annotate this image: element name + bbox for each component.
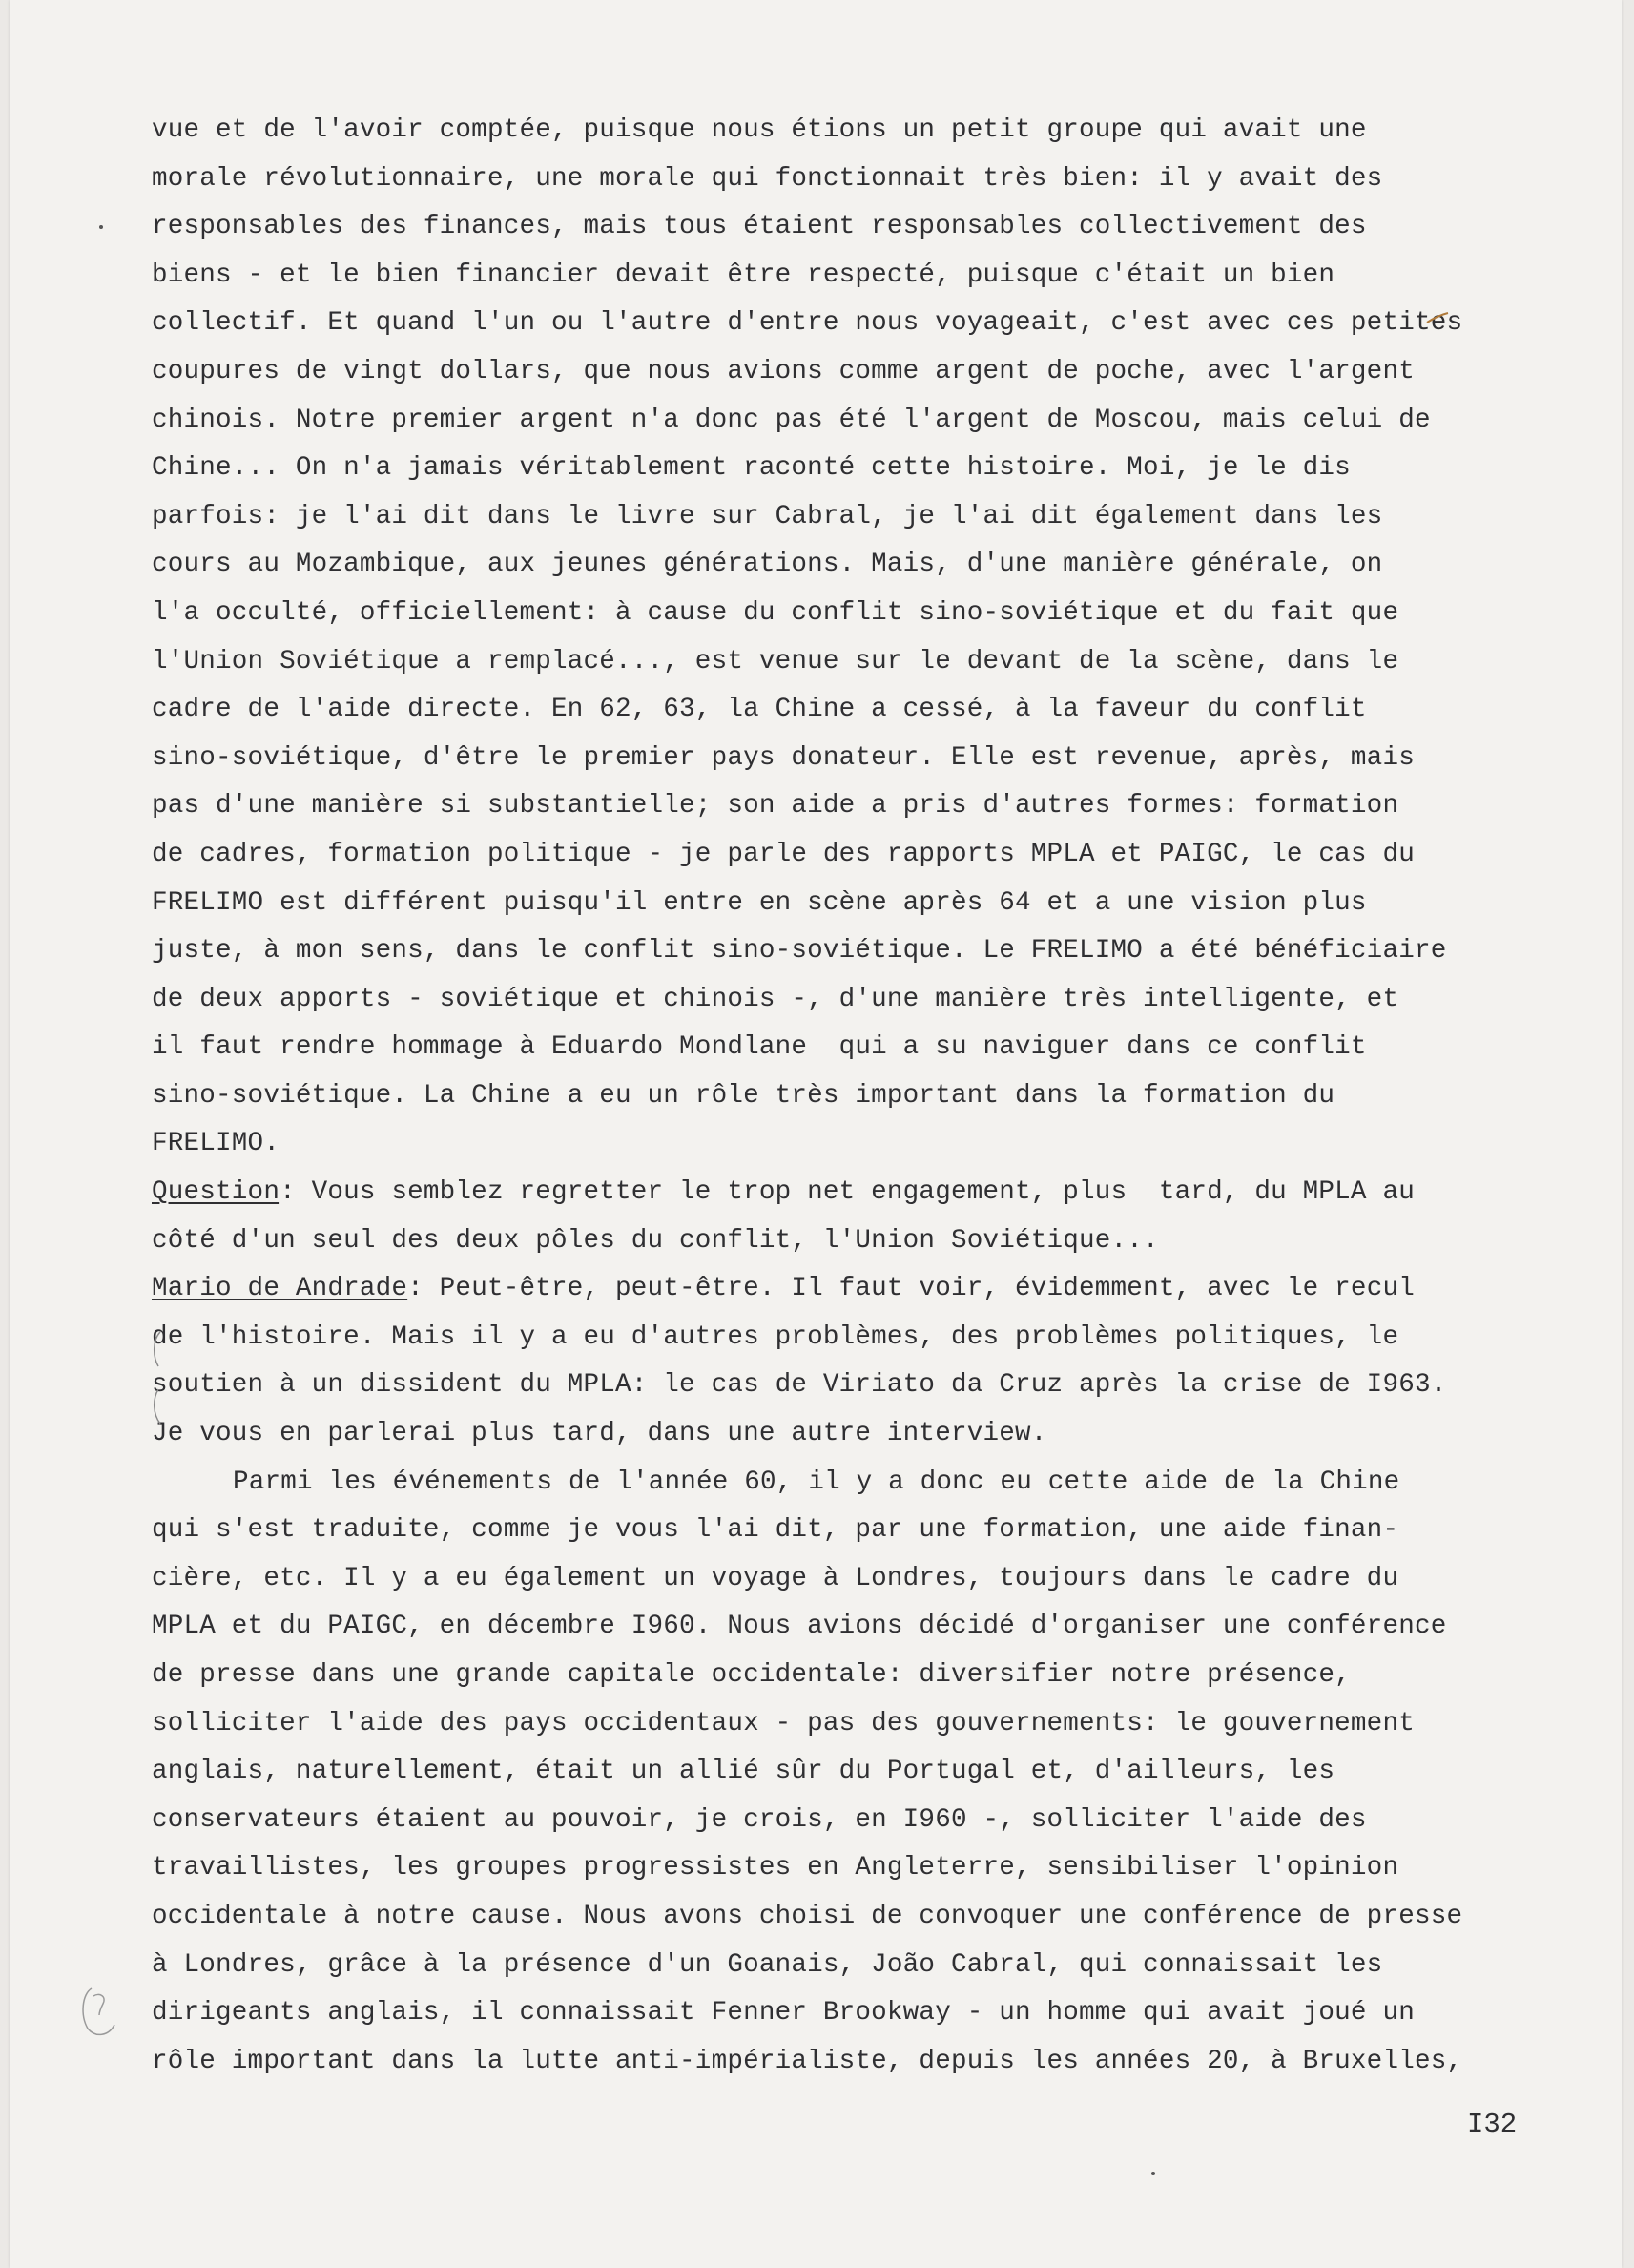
question-label: Question [152, 1177, 280, 1208]
answer-line: soutien à un dissident du MPLA: le cas de Viriato da Cruz après la crise de I963. [152, 1370, 1447, 1401]
text-line: FRELIMO est différent puisqu'il entre en scène après 64 et a une vision plus [152, 887, 1367, 918]
text-line: coupures de vingt dollars, que nous avions comme argent de poche, avec l'argent [152, 356, 1415, 386]
text-line: pas d'une manière si substantielle; son aide a pris d'autres formes: formation [152, 791, 1399, 822]
text-line: sino-soviétique. La Chine a eu un rôle très important dans la formation du [152, 1080, 1335, 1111]
ink-speck [99, 225, 103, 229]
text-line: cadre de l'aide directe. En 62, 63, la Chine a cessé, à la faveur du conflit [152, 695, 1367, 725]
pencil-tick-mark [1425, 311, 1450, 324]
text-line: rôle important dans la lutte anti-impérialiste, depuis les années 20, à Bruxelles, [152, 2046, 1463, 2076]
answer-text: : Peut-être, peut-être. Il faut voir, évidemment, avec le recul [407, 1274, 1415, 1304]
text-line: l'a occulté, officiellement: à cause du conflit sino-soviétique et du fait que [152, 597, 1399, 628]
text-line: de cadres, formation politique - je parle des rapports MPLA et PAIGC, le cas du [152, 839, 1415, 869]
text-line: sino-soviétique, d'être le premier pays donateur. Elle est revenue, après, mais [152, 742, 1415, 773]
text-line: FRELIMO. [152, 1129, 280, 1159]
text-line: conservateurs étaient au pouvoir, je crois, en I960 -, solliciter l'aide des [152, 1804, 1367, 1835]
text-line: occidentale à notre cause. Nous avons choisi de convoquer une conférence de presse [152, 1901, 1463, 1931]
answer-speaker-label: Mario de Andrade [152, 1274, 408, 1304]
paragraph-first-line: Parmi les événements de l'année 60, il y a donc eu cette aide de la Chine [233, 1467, 1400, 1497]
pencil-circle-mark [78, 1983, 122, 2040]
answer-line: de l'histoire. Mais il y a eu d'autres problèmes, des problèmes politiques, le [152, 1321, 1399, 1352]
text-line: chinois. Notre premier argent n'a donc pas été l'argent de Moscou, mais celui de [152, 405, 1431, 435]
text-line: anglais, naturellement, était un allié sûr du Portugal et, d'ailleurs, les [152, 1757, 1335, 1787]
text-line: qui s'est traduite, comme je vous l'ai dit, par une formation, une aide finan- [152, 1515, 1399, 1546]
text-line: Chine... On n'a jamais véritablement raconté cette histoire. Moi, je le dis [152, 453, 1351, 484]
text-line: à Londres, grâce à la présence d'un Goanais, João Cabral, qui connaissait les [152, 1949, 1383, 1980]
text-line: solliciter l'aide des pays occidentaux - pas des gouvernements: le gouvernement [152, 1708, 1415, 1738]
question-line: côté d'un seul des deux pôles du conflit, l'Union Soviétique... [152, 1225, 1159, 1256]
text-line: juste, à mon sens, dans le conflit sino-soviétique. Le FRELIMO a été bénéficiaire [152, 936, 1447, 967]
text-line: il faut rendre hommage à Eduardo Mondlane qui a su naviguer dans ce conflit [152, 1032, 1367, 1063]
text-line: travaillistes, les groupes progressistes en Angleterre, sensibiliser l'opinion [152, 1853, 1399, 1883]
ink-speck [1151, 2172, 1155, 2175]
text-line: collectif. Et quand l'un ou l'autre d'entre nous voyageait, c'est avec ces petites [152, 308, 1463, 339]
text-line: biens - et le bien financier devait être respecté, puisque c'était un bien [152, 260, 1335, 290]
question-line [152, 1169, 1563, 1217]
document-page [10, 0, 1622, 2268]
text-line: cière, etc. Il y a eu également un voyage à Londres, toujours dans le cadre du [152, 1563, 1399, 1593]
page-number: I32 [1467, 2109, 1518, 2140]
text-line: de deux apports - soviétique et chinois -, d'une manière très intelligente, et [152, 984, 1399, 1014]
text-line: MPLA et du PAIGC, en décembre I960. Nous avions décidé d'organiser une conférence [152, 1612, 1447, 1642]
text-line: de presse dans une grande capitale occidentale: diversifier notre présence, [152, 1660, 1351, 1690]
text-line: dirigeants anglais, il connaissait Fenner Brookway - un homme qui avait joué un [152, 1998, 1415, 2029]
text-line: morale révolutionnaire, une morale qui fonctionnait très bien: il y avait des [152, 163, 1383, 194]
text-line: parfois: je l'ai dit dans le livre sur Cabral, je l'ai dit également dans les [152, 501, 1383, 531]
answer-line [152, 1265, 1563, 1314]
text-line: vue et de l'avoir comptée, puisque nous étions un petit groupe qui avait une [152, 115, 1367, 145]
margin-bracket-mark [149, 1330, 162, 1425]
answer-line: Je vous en parlerai plus tard, dans une autre interview. [152, 1419, 1047, 1449]
text-line: responsables des finances, mais tous étaient responsables collectivement des [152, 212, 1367, 242]
document-body [152, 107, 1563, 2086]
text-line: cours au Mozambique, aux jeunes générations. Mais, d'une manière générale, on [152, 550, 1383, 580]
text-line: l'Union Soviétique a remplacé..., est venue sur le devant de la scène, dans le [152, 646, 1399, 676]
question-text: : Vous semblez regretter le trop net engagement, plus tard, du MPLA au [279, 1177, 1415, 1208]
